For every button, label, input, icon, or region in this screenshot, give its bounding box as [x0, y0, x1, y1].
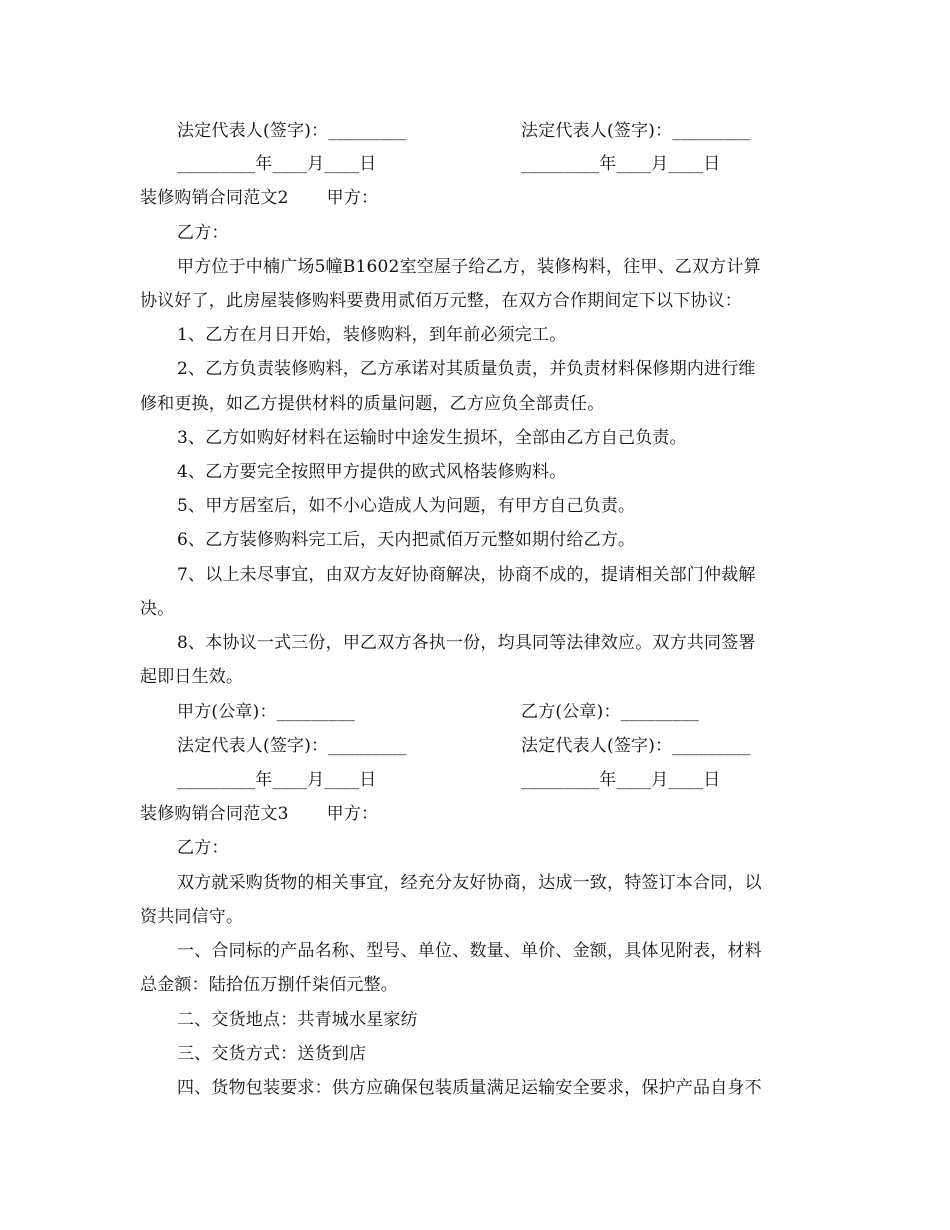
- section-2-clause-6: 6、乙方装修购料完工后，天内把贰佰万元整如期付给乙方。: [177, 530, 636, 550]
- signature-date-right: _________年____月____日: [521, 154, 721, 174]
- section-3-item-4-line-1: 四、货物包装要求：供方应确保包装质量满足运输安全要求，保护产品自身不: [177, 1078, 762, 1098]
- party-b-seal-field: 乙方(公章)：_________: [521, 702, 699, 722]
- signature-date-left: _________年____月____日: [177, 154, 377, 174]
- party-a-seal-field: 甲方(公章)：_________: [177, 702, 355, 722]
- section-2-clause-7-line-2: 决。: [140, 599, 175, 619]
- section-2-clause-4: 4、乙方要完全按照甲方提供的欧式风格装修购料。: [177, 462, 567, 482]
- section-3-item-3: 三、交货方式：送货到店: [177, 1044, 367, 1064]
- section-2-clause-3: 3、乙方如购好材料在运输时中途发生损坏，全部由乙方自己负责。: [177, 428, 687, 448]
- section-2-legal-rep-right: 法定代表人(签字)：_________: [521, 736, 751, 756]
- section-2-date-left: _________年____月____日: [177, 770, 377, 790]
- section-2-heading: [140, 186, 378, 210]
- section-2-intro-line-2: 协议好了，此房屋装修购料要费用贰佰万元整，在双方合作期间定下以下协议：: [140, 291, 742, 311]
- section-3-title: 装修购销合同范文3: [140, 804, 289, 824]
- section-2-intro-line-1: 甲方位于中楠广场5幢B1602室空屋子给乙方，装修构料，往甲、乙双方计算: [177, 257, 761, 277]
- section-2-title: 装修购销合同范文2: [140, 188, 289, 208]
- legal-rep-signature-right: 法定代表人(签字)：_________: [521, 121, 751, 141]
- section-3-item-2: 二、交货地点：共青城水星家纺: [177, 1010, 418, 1030]
- section-2-clause-7-line-1: 7、以上未尽事宜，由双方友好协商解决，协商不成的，提请相关部门仲裁解: [177, 565, 756, 585]
- section-2-clause-8-line-1: 8、本协议一式三份，甲乙双方各执一份，均具同等法律效应。双方共同签署: [177, 633, 756, 653]
- section-3-item-1-line-1: 一、合同标的产品名称、型号、单位、数量、单价、金额，具体见附表，材料: [177, 941, 762, 961]
- section-2-clause-1: 1、乙方在月日开始，装修购料，到年前必须完工。: [177, 325, 567, 345]
- section-2-party-b-label: 乙方：: [177, 223, 229, 243]
- section-3-party-b-label: 乙方：: [177, 838, 229, 858]
- section-2-date-right: _________年____月____日: [521, 770, 721, 790]
- section-3-heading: [140, 802, 378, 826]
- section-2-clause-8-line-2: 起即日生效。: [140, 667, 244, 687]
- section-3-intro-line-1: 双方就采购货物的相关事宜，经充分友好协商，达成一致，特签订本合同，以: [177, 873, 762, 893]
- section-2-clause-5: 5、甲方居室后，如不小心造成人为问题，有甲方自己负责。: [177, 496, 636, 516]
- section-3-item-1-line-2: 总金额：陆拾伍万捌仟柒佰元整。: [140, 975, 398, 995]
- legal-rep-signature-left: 法定代表人(签字)：_________: [177, 121, 407, 141]
- section-2-clause-2-line-1: 2、乙方负责装修购料，乙方承诺对其质量负责，并负责材料保修期内进行维: [177, 359, 756, 379]
- section-2-party-a-label: 甲方：: [326, 188, 379, 208]
- section-2-clause-2-line-2: 修和更换，如乙方提供材料的质量问题，乙方应负全部责任。: [140, 394, 605, 414]
- section-3-party-a-label: 甲方：: [326, 804, 379, 824]
- section-3-intro-line-2: 资共同信守。: [140, 907, 244, 927]
- section-2-legal-rep-left: 法定代表人(签字)：_________: [177, 736, 407, 756]
